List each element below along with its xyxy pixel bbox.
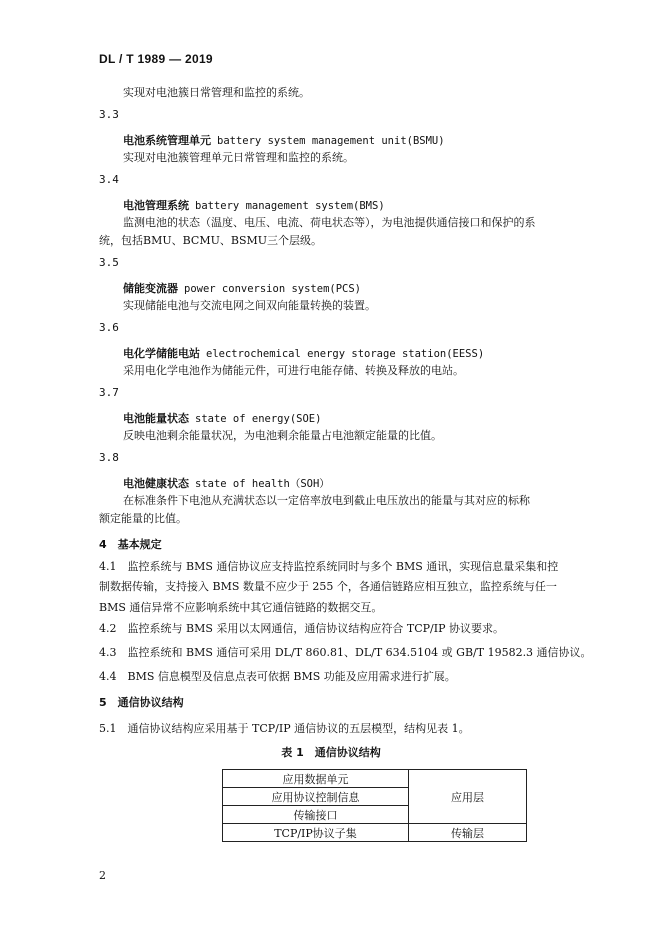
term-number: 3.6 <box>99 321 119 334</box>
term-definition: 实现储能电池与交流电网之间双向能量转换的装置。 <box>123 299 376 312</box>
table-row <box>223 770 527 788</box>
table-row <box>223 824 527 842</box>
term-number: 3.8 <box>99 451 119 464</box>
term-definition: 实现对电池簇管理单元日常管理和监控的系统。 <box>123 151 354 164</box>
paragraph-4-3: 4.3 监控系统和 BMS 通信可采用 DL/T 860.81、DL/T 634.5104 或 GB/T 19582.3 通信协议。 <box>99 646 592 659</box>
paragraph-line: 4.1 监控系统与 BMS 通信协议应支持监控系统同时与多个 BMS 通讯，实现信息量采集和控 <box>99 560 559 573</box>
term-definition: 额定能量的比值。 <box>99 512 187 525</box>
term-zh: 电池健康状态 <box>123 477 189 490</box>
table-cell: 应用协议控制信息 <box>223 788 409 806</box>
term-definition: 统，包括BMU、BCMU、BSMU三个层级。 <box>99 234 323 247</box>
term-number: 3.7 <box>99 386 119 399</box>
term-title <box>123 197 385 213</box>
term-en: state of health（SOH） <box>195 478 330 490</box>
term-title <box>123 475 330 491</box>
protocol-structure-table <box>222 769 527 842</box>
section-heading: 4 基本规定 <box>99 538 162 551</box>
term-definition: 在标准条件下电池从充满状态以一定倍率放电到截止电压放出的能量与其对应的标称 <box>123 494 530 507</box>
section-heading: 5 通信协议结构 <box>99 696 184 709</box>
table-cell: 传输接口 <box>223 806 409 824</box>
term-title <box>123 345 484 361</box>
term-number: 3.3 <box>99 108 119 121</box>
term-definition: 采用电化学电池作为储能元件，可进行电能存储、转换及释放的电站。 <box>123 364 464 377</box>
term-zh: 储能变流器 <box>123 282 178 295</box>
paragraph-5-1: 5.1 通信协议结构应采用基于 TCP/IP 通信协议的五层模型，结构见表 1。 <box>99 722 470 735</box>
term-title <box>123 410 321 426</box>
paragraph-4-2: 4.2 监控系统与 BMS 采用以太网通信，通信协议结构应符合 TCP/IP 协议要求。 <box>99 622 504 635</box>
term-en: state of energy(SOE) <box>195 413 322 425</box>
term-zh: 电池能量状态 <box>123 412 189 425</box>
term-zh: 电化学储能电站 <box>123 347 200 360</box>
page-number: 2 <box>99 869 106 882</box>
paragraph-line: 制数据传输，支持接入 BMS 数量不应少于 255 个，各通信链路应相互独立，监控系统与任一 <box>99 580 557 593</box>
term-en: power conversion system(PCS) <box>184 283 362 295</box>
term-number: 3.4 <box>99 173 119 186</box>
paragraph-4-4: 4.4 BMS 信息模型及信息点表可依据 BMS 功能及应用需求进行扩展。 <box>99 670 456 683</box>
term-zh: 电池系统管理单元 <box>123 134 211 147</box>
standard-code-header: DL / T 1989 — 2019 <box>99 52 213 66</box>
term-title <box>123 280 361 296</box>
paragraph-4-1 <box>99 556 563 620</box>
term-en: battery system management unit(BSMU) <box>217 135 445 147</box>
table-cell-layer: 传输层 <box>409 824 527 842</box>
term-en: electrochemical energy storage station(EESS) <box>206 348 485 360</box>
table-cell-layer: 应用层 <box>409 770 527 824</box>
term-en: battery management system(BMS) <box>195 200 385 212</box>
table-cell: 应用数据单元 <box>223 770 409 788</box>
table-cell: TCP/IP协议子集 <box>223 824 409 842</box>
term-zh: 电池管理系统 <box>123 199 189 212</box>
term-title <box>123 132 445 148</box>
term-definition: 反映电池剩余能量状况，为电池剩余能量占电池额定能量的比值。 <box>123 429 442 442</box>
term-definition: 监测电池的状态（温度、电压、电流、荷电状态等），为电池提供通信接口和保护的系 <box>123 216 536 229</box>
table-caption: 表 1 通信协议结构 <box>281 746 381 759</box>
term-number: 3.5 <box>99 256 119 269</box>
paragraph-line: BMS 通信异常不应影响系统中其它通信链路的数据交互。 <box>99 601 383 614</box>
intro-line: 实现对电池簇日常管理和监控的系统。 <box>123 86 310 99</box>
